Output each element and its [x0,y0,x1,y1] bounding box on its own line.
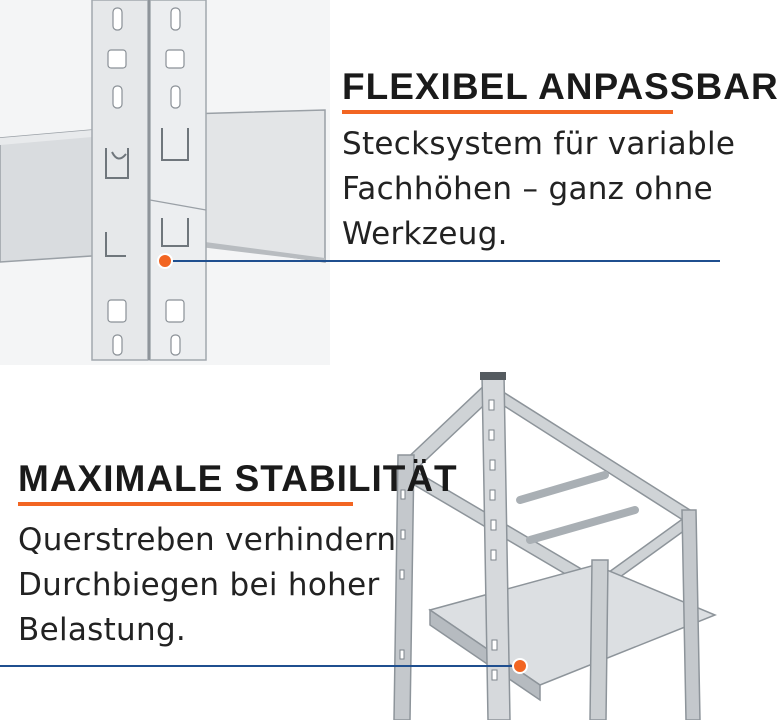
section-heading-stabilitaet: MAXIMALE STABILITÄT [18,458,458,499]
connector-closeup-image [0,0,330,365]
body-line: Belastung. [18,612,187,648]
heading-underline-bottom [18,502,353,506]
body-line: Durchbiegen bei hoher [18,567,380,603]
body-line: Querstreben verhindern [18,522,397,558]
leader-line-top [165,260,720,262]
heading-underline-top [342,110,673,114]
section-body-flexibel [342,122,735,257]
body-line: Fachhöhen – ganz ohne [342,171,713,207]
body-line: Werkzeug. [342,216,508,252]
section-body-stabilitaet [18,518,396,653]
marker-dot-top [157,253,173,269]
body-line: Stecksystem für variable [342,126,736,162]
leader-line-bottom [0,665,520,667]
section-heading-flexibel: FLEXIBEL ANPASSBAR [342,66,779,107]
marker-dot-bottom [512,658,528,674]
